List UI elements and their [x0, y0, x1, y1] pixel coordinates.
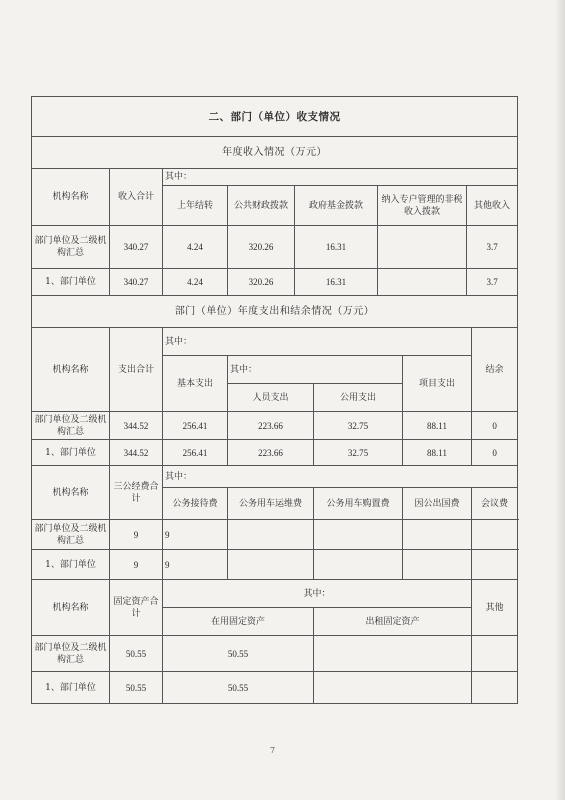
- income-h-of: 其中：: [163, 169, 518, 186]
- finance-table: [31, 96, 518, 704]
- three-row-c3: [314, 520, 403, 550]
- table-row: [32, 520, 518, 550]
- expense-row-name: 部门单位及二级机构汇总: [32, 412, 110, 440]
- three-col-5: 会议费: [472, 488, 518, 520]
- assets-row-inuse: 50.55: [163, 636, 314, 672]
- expense-row-total: 344.52: [110, 412, 163, 440]
- income-row-c2: 320.26: [228, 269, 295, 296]
- assets-h-total: 固定资产合计: [110, 580, 163, 636]
- income-row-name: 部门单位及二级机构汇总: [32, 226, 110, 269]
- assets-row-total: 50.55: [110, 636, 163, 672]
- assets-row-other: [472, 636, 518, 672]
- income-h-total: 收入合计: [110, 169, 163, 226]
- three-row-c1: 9: [163, 520, 228, 550]
- income-row-c5: 3.7: [467, 269, 518, 296]
- income-row-c5: 3.7: [467, 226, 518, 269]
- three-row-c5: [472, 520, 518, 550]
- expense-row-basic: 256.41: [163, 440, 228, 466]
- expense-h-name: 机构名称: [32, 328, 110, 412]
- table-row: [32, 412, 518, 440]
- income-row-c1: 4.24: [163, 269, 228, 296]
- assets-h-of: 其中：: [163, 580, 472, 608]
- expense-row-name: 1、部门单位: [32, 440, 110, 466]
- three-col-1: 公务接待费: [163, 488, 228, 520]
- assets-row-other: [472, 672, 518, 704]
- expense-header-row: [32, 328, 518, 356]
- expense-row-public: 32.75: [314, 412, 403, 440]
- section-title: 二、部门（单位）收支情况: [32, 97, 518, 137]
- assets-h-other: 其他: [472, 580, 518, 636]
- income-header-row: [32, 169, 518, 186]
- expense-h-balance: 结余: [472, 328, 518, 412]
- expense-h-of2: 其中：: [228, 356, 403, 384]
- income-row-c1: 4.24: [163, 226, 228, 269]
- three-row-c1: 9: [163, 550, 228, 580]
- expense-row-balance: 0: [472, 412, 518, 440]
- assets-row-rent: [314, 636, 472, 672]
- income-col-3: 政府基金拨款: [295, 186, 378, 226]
- expense-h-staff: 人员支出: [228, 384, 314, 412]
- three-row-name: 部门单位及二级机构汇总: [32, 520, 110, 550]
- expense-row-staff: 223.66: [228, 440, 314, 466]
- expense-row-total: 344.52: [110, 440, 163, 466]
- income-row-name: 1、部门单位: [32, 269, 110, 296]
- expense-h-of: 其中：: [163, 328, 472, 356]
- income-row-total: 340.27: [110, 269, 163, 296]
- three-row-c4: [403, 550, 472, 580]
- three-h-of: 其中：: [163, 466, 518, 488]
- three-row-total: 9: [110, 520, 163, 550]
- table-row: [32, 269, 518, 296]
- assets-row-inuse: 50.55: [163, 672, 314, 704]
- income-h-name: 机构名称: [32, 169, 110, 226]
- income-col-5: 其他收入: [467, 186, 518, 226]
- three-row-c2: [228, 550, 314, 580]
- assets-header-row: [32, 580, 518, 608]
- table-row: [32, 226, 518, 269]
- three-h-total: 三公经费合计: [110, 466, 163, 520]
- income-row-c3: 16.31: [295, 226, 378, 269]
- expense-title-row: [32, 296, 518, 328]
- three-row-c3: [314, 550, 403, 580]
- assets-row-total: 50.55: [110, 672, 163, 704]
- three-row-name: 1、部门单位: [32, 550, 110, 580]
- table-row: [32, 440, 518, 466]
- income-row-c4: [378, 269, 467, 296]
- income-row-c4: [378, 226, 467, 269]
- expense-row-public: 32.75: [314, 440, 403, 466]
- income-col-4: 纳入专户管理的非税收入拨款: [378, 186, 467, 226]
- expense-h-public: 公用支出: [314, 384, 403, 412]
- income-row-total: 340.27: [110, 226, 163, 269]
- expense-h-total: 支出合计: [110, 328, 163, 412]
- income-title-row: [32, 137, 518, 169]
- three-row-total: 9: [110, 550, 163, 580]
- income-row-c2: 320.26: [228, 226, 295, 269]
- page-number: 7: [270, 746, 276, 755]
- assets-row-name: 部门单位及二级机构汇总: [32, 636, 110, 672]
- expense-row-project: 88.11: [403, 412, 472, 440]
- expense-row-staff: 223.66: [228, 412, 314, 440]
- expense-h-basic: 基本支出: [163, 356, 228, 412]
- assets-h-name: 机构名称: [32, 580, 110, 636]
- three-row-c2: [228, 520, 314, 550]
- expense-row-balance: 0: [472, 440, 518, 466]
- scan-edge-shadow: [555, 0, 565, 800]
- assets-row-name: 1、部门单位: [32, 672, 110, 704]
- expense-row-project: 88.11: [403, 440, 472, 466]
- three-row-c4: [403, 520, 472, 550]
- table-row: [32, 636, 518, 672]
- three-h-name: 机构名称: [32, 466, 110, 520]
- expense-title: 部门（单位）年度支出和结余情况（万元）: [32, 296, 518, 328]
- assets-h-rent: 出租固定资产: [314, 608, 472, 636]
- three-row-c5: [472, 550, 518, 580]
- three-col-4: 因公出国费: [403, 488, 472, 520]
- assets-row-rent: [314, 672, 472, 704]
- section-title-row: [32, 97, 518, 137]
- income-row-c3: 16.31: [295, 269, 378, 296]
- income-col-1: 上年结转: [163, 186, 228, 226]
- expense-h-project: 项目支出: [403, 356, 472, 412]
- three-col-3: 公务用车购置费: [314, 488, 403, 520]
- income-title: 年度收入情况（万元）: [32, 137, 518, 169]
- income-col-2: 公共财政拨款: [228, 186, 295, 226]
- three-header-row: [32, 466, 518, 488]
- table-row: [32, 672, 518, 704]
- expense-row-basic: 256.41: [163, 412, 228, 440]
- three-col-2: 公务用车运维费: [228, 488, 314, 520]
- assets-h-inuse: 在用固定资产: [163, 608, 314, 636]
- table-row: [32, 550, 518, 580]
